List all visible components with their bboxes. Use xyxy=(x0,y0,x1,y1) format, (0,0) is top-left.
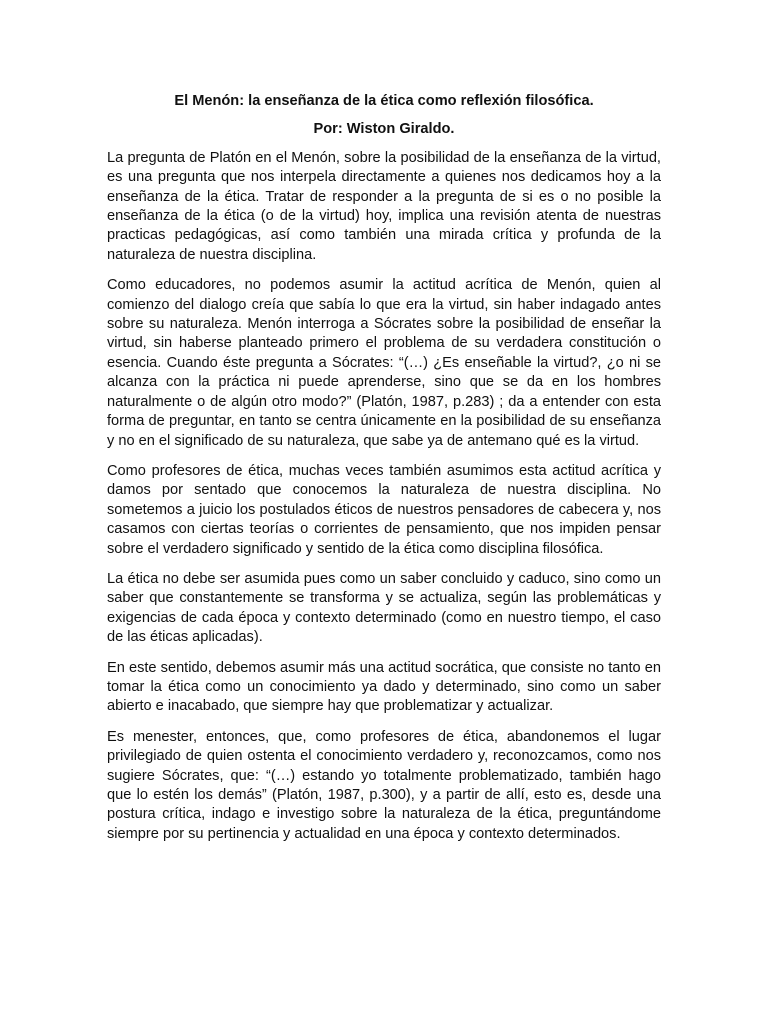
paragraph-6: Es menester, entonces, que, como profesores de ética, abandonemos el lugar privilegiado de quien ostenta el conocimiento verdadero y, reconozcamos, como nos sugiere Sócrates, que: “(…) estando yo totalmente problematizado, también hago que lo estén los demás” (Platón, 1987, p.300), y a partir de allí, esto es, desde una postura crítica, indago e investigo sobre la naturaleza de la ética, preguntándome siempre por su pertinencia y actualidad en una época y contexto determinados. xyxy=(107,728,661,842)
paragraph-1: La pregunta de Platón en el Menón, sobre la posibilidad de la enseñanza de la virtud, es una pregunta que nos interpela directamente a quienes nos dedicamos hoy a la enseñanza de la ética. Tratar de responder a la pregunta de si es o no posible la enseñanza de la ética (o de la virtud) hoy, implica una revisión atenta de nuestras practicas pedagógicas, así como también una mirada crítica y profunda de la naturaleza de nuestra disciplina. xyxy=(107,149,661,263)
document-title: El Menón: la enseñanza de la ética como reflexión filosófica. xyxy=(174,93,594,109)
paragraph-3: Como profesores de ética, muchas veces también asumimos esta actitud acrítica y damos por sentado que conocemos la naturaleza de nuestra disciplina. No sometemos a juicio los postulados éticos de nuestros pensadores de cabecera y, nos casamos con ciertas teorías o corrientes de pensamiento, que nos impiden pensar sobre el verdadero significado y sentido de la ética como disciplina filosófica. xyxy=(107,462,661,557)
paragraph-5: En este sentido, debemos asumir más una actitud socrática, que consiste no tanto en tomar la ética como un conocimiento ya dado y determinado, sino como un saber abierto e inacabado, que siempre hay que problematizar y actualizar. xyxy=(107,659,661,715)
document-page xyxy=(107,92,661,855)
document-author: Por: Wiston Giraldo. xyxy=(313,121,455,138)
paragraph-4: La ética no debe ser asumida pues como un saber concluido y caduco, sino como un saber que constantemente se transforma y se actualiza, según las problemáticas y exigencias de cada época y contexto determinado (como en nuestro tiempo, el caso de las éticas aplicadas). xyxy=(107,570,661,646)
paragraph-2: Como educadores, no podemos asumir la actitud acrítica de Menón, quien al comienzo del dialogo creía que sabía lo que era la virtud, sin haber indagado antes sobre su naturaleza. Menón interroga a Sócrates sobre la posibilidad de enseñar la virtud, sin haberse planteado primero el problema de su verdadera constitución o esencia. Cuando éste pregunta a Sócrates: “(…) ¿Es enseñable la virtud?, ¿o ni se alcanza con la práctica ni puede aprenderse, sino que se da en los hombres naturalmente o de algún otro modo?” (Platón, 1987, p.283) ; da a entender con esta forma de preguntar, en tanto se centra únicamente en la posibilidad de su enseñanza y no en el significado de su naturaleza, que sabe ya de antemano qué es la virtud. xyxy=(107,277,661,449)
